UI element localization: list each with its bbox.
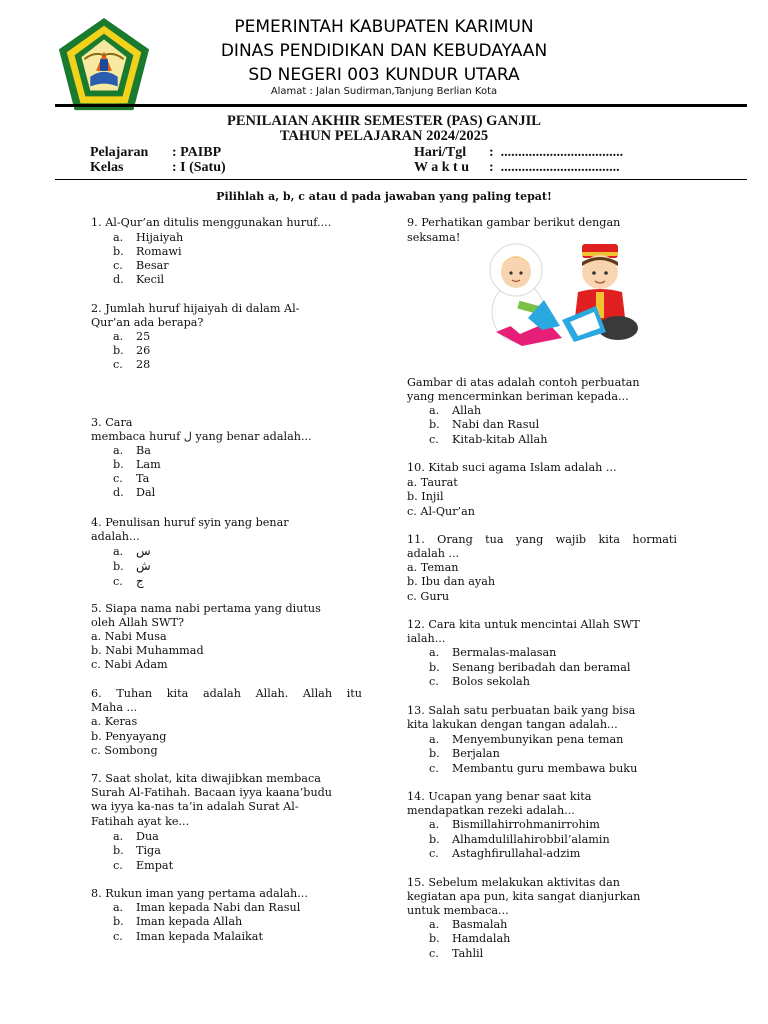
q4-option-b: b. ش bbox=[113, 559, 151, 573]
q12-option-b: b. Senang beribadah dan beramal bbox=[429, 661, 631, 674]
question-4-line-2: adalah... bbox=[91, 530, 140, 543]
question-9-line-3: Gambar di atas adalah contoh perbuatan bbox=[407, 376, 640, 389]
question-9-line-4: yang mencerminkan beriman kepada... bbox=[407, 390, 629, 403]
q13-option-c: c. Membantu guru membawa buku bbox=[429, 762, 638, 775]
header-address: Alamat : Jalan Sudirman,Tanjung Berlian Kota bbox=[270, 86, 498, 97]
question-9-line-1: 9. Perhatikan gambar berikut dengan bbox=[407, 216, 621, 229]
q6-option-a: a. Keras bbox=[91, 715, 138, 728]
q13-option-b: b. Berjalan bbox=[429, 747, 500, 760]
q6-option-c: c. Sombong bbox=[91, 744, 158, 757]
question-7-line-2: Surah Al-Fatihah. Bacaan iyya kaana’budu bbox=[91, 786, 333, 799]
children-reading-quran-illustration bbox=[478, 242, 642, 346]
q5-option-c: c. Nabi Adam bbox=[91, 658, 168, 671]
question-14-line-2: mendapatkan rezeki adalah... bbox=[407, 804, 575, 817]
q7-option-c: c. Empat bbox=[113, 859, 174, 872]
q7-option-b: b. Tiga bbox=[113, 844, 161, 857]
question-15-line-2: kegiatan apa pun, kita sangat dianjurkan bbox=[407, 890, 641, 903]
question-5-line-1: 5. Siapa nama nabi pertama yang diutus bbox=[91, 602, 321, 615]
q2-option-c: c. 28 bbox=[113, 358, 151, 371]
question-11-line-1: 11. Orang tua yang wajib kita hormati bbox=[407, 533, 677, 546]
question-2-line-1: 2. Jumlah huruf hijaiyah di dalam Al- bbox=[91, 302, 300, 315]
class-label: Kelas bbox=[90, 160, 124, 175]
subject-value: : PAIBP bbox=[172, 145, 222, 160]
q10-option-b: b. Injil bbox=[407, 490, 444, 503]
instruction: Pilihlah a, b, c atau d pada jawaban yang paling tepat! bbox=[216, 190, 552, 203]
q9-option-b: b. Nabi dan Rasul bbox=[429, 418, 540, 431]
exam-title: PENILAIAN AKHIR SEMESTER (PAS) GANJIL bbox=[227, 113, 541, 129]
question-7-line-4: Fatihah ayat ke... bbox=[91, 815, 190, 828]
question-13-line-1: 13. Salah satu perbuatan baik yang bisa bbox=[407, 704, 636, 717]
q10-option-a: a. Taurat bbox=[407, 476, 458, 489]
q7-option-a: a. Dua bbox=[113, 830, 159, 843]
q14-option-b: b. Alhamdulillahirobbil’alamin bbox=[429, 833, 610, 846]
q3-option-c: c. Ta bbox=[113, 472, 150, 485]
question-14-line-1: 14. Ucapan yang benar saat kita bbox=[407, 790, 592, 803]
question-11-line-2: adalah ... bbox=[407, 547, 460, 560]
q12-option-a: a. Bermalas-malasan bbox=[429, 646, 557, 659]
q8-option-a: a. Iman kepada Nabi dan Rasul bbox=[113, 901, 301, 914]
question-6-line-1: 6. Tuhan kita adalah Allah. Allah itu bbox=[91, 687, 362, 700]
q9-option-a: a. Allah bbox=[429, 404, 482, 417]
question-12-line-2: ialah... bbox=[407, 632, 446, 645]
q12-option-c: c. Bolos sekolah bbox=[429, 675, 530, 688]
header-divider bbox=[55, 104, 747, 107]
header-line-2: DINAS PENDIDIKAN DAN KEBUDAYAAN bbox=[220, 41, 548, 61]
q11-option-a: a. Teman bbox=[407, 561, 459, 574]
time-label: W a k t u bbox=[414, 160, 469, 175]
q8-option-c: c. Iman kepada Malaikat bbox=[113, 930, 263, 943]
subject-label: Pelajaran bbox=[90, 145, 149, 160]
day-value: : ................................... bbox=[489, 145, 624, 160]
q8-option-b: b. Iman kepada Allah bbox=[113, 915, 243, 928]
question-3-line-1: 3. Cara bbox=[91, 416, 133, 429]
q10-option-c: c. Al-Qur’an bbox=[407, 505, 475, 518]
question-13-line-2: kita lakukan dengan tangan adalah... bbox=[407, 718, 618, 731]
question-7-line-1: 7. Saat sholat, kita diwajibkan membaca bbox=[91, 772, 321, 785]
q2-option-a: a. 25 bbox=[113, 330, 151, 343]
q5-option-b: b. Nabi Muhammad bbox=[91, 644, 204, 657]
q1-option-d: d. Kecil bbox=[113, 273, 165, 286]
question-15-line-1: 15. Sebelum melakukan aktivitas dan bbox=[407, 876, 620, 889]
question-3-line-2: membaca huruf ل yang benar adalah... bbox=[91, 430, 312, 443]
q14-option-c: c. Astaghfirullahal-adzim bbox=[429, 847, 581, 860]
question-5-line-2: oleh Allah SWT? bbox=[91, 616, 184, 629]
time-value: : .................................. bbox=[489, 160, 620, 175]
question-10: 10. Kitab suci agama Islam adalah ... bbox=[407, 461, 617, 474]
q3-option-d: d. Dal bbox=[113, 486, 156, 499]
question-8: 8. Rukun iman yang pertama adalah... bbox=[91, 887, 308, 900]
question-9-line-2: seksama! bbox=[407, 231, 461, 244]
q5-option-a: a. Nabi Musa bbox=[91, 630, 167, 643]
question-15-line-3: untuk membaca... bbox=[407, 904, 509, 917]
q13-option-a: a. Menyembunyikan pena teman bbox=[429, 733, 624, 746]
question-1: 1. Al-Qur’an ditulis menggunakan huruf.... bbox=[91, 216, 332, 229]
question-7-line-3: wa iyya ka-nas ta’in adalah Surat Al- bbox=[91, 800, 299, 813]
header-line-1: PEMERINTAH KABUPATEN KARIMUN bbox=[234, 17, 534, 37]
q2-option-b: b. 26 bbox=[113, 344, 151, 357]
q6-option-b: b. Penyayang bbox=[91, 730, 167, 743]
q11-option-c: c. Guru bbox=[407, 590, 450, 603]
q15-option-a: a. Basmalah bbox=[429, 918, 508, 931]
q1-option-c: c. Besar bbox=[113, 259, 169, 272]
header-line-3: SD NEGERI 003 KUNDUR UTARA bbox=[248, 65, 520, 85]
meta-divider bbox=[55, 179, 747, 180]
q1-option-a: a. Hijaiyah bbox=[113, 231, 184, 244]
question-6-line-2: Maha ... bbox=[91, 701, 138, 714]
day-label: Hari/Tgl bbox=[414, 145, 467, 160]
class-value: : I (Satu) bbox=[172, 160, 226, 175]
q9-option-c: c. Kitab-kitab Allah bbox=[429, 433, 548, 446]
q11-option-b: b. Ibu dan ayah bbox=[407, 575, 496, 588]
q4-option-a: a. س bbox=[113, 544, 151, 558]
q15-option-b: b. Hamdalah bbox=[429, 932, 511, 945]
q3-option-a: a. Ba bbox=[113, 444, 151, 457]
question-2-line-2: Qur’an ada berapa? bbox=[91, 316, 204, 329]
q1-option-b: b. Romawi bbox=[113, 245, 182, 258]
exam-year: TAHUN PELAJARAN 2024/2025 bbox=[279, 128, 489, 144]
question-12-line-1: 12. Cara kita untuk mencintai Allah SWT bbox=[407, 618, 640, 631]
q3-option-b: b. Lam bbox=[113, 458, 161, 471]
question-4-line-1: 4. Penulisan huruf syin yang benar bbox=[91, 516, 289, 529]
q14-option-a: a. Bismillahirrohmanirrohim bbox=[429, 818, 600, 831]
q15-option-c: c. Tahlil bbox=[429, 947, 484, 960]
q4-option-c: c. ج bbox=[113, 574, 144, 588]
